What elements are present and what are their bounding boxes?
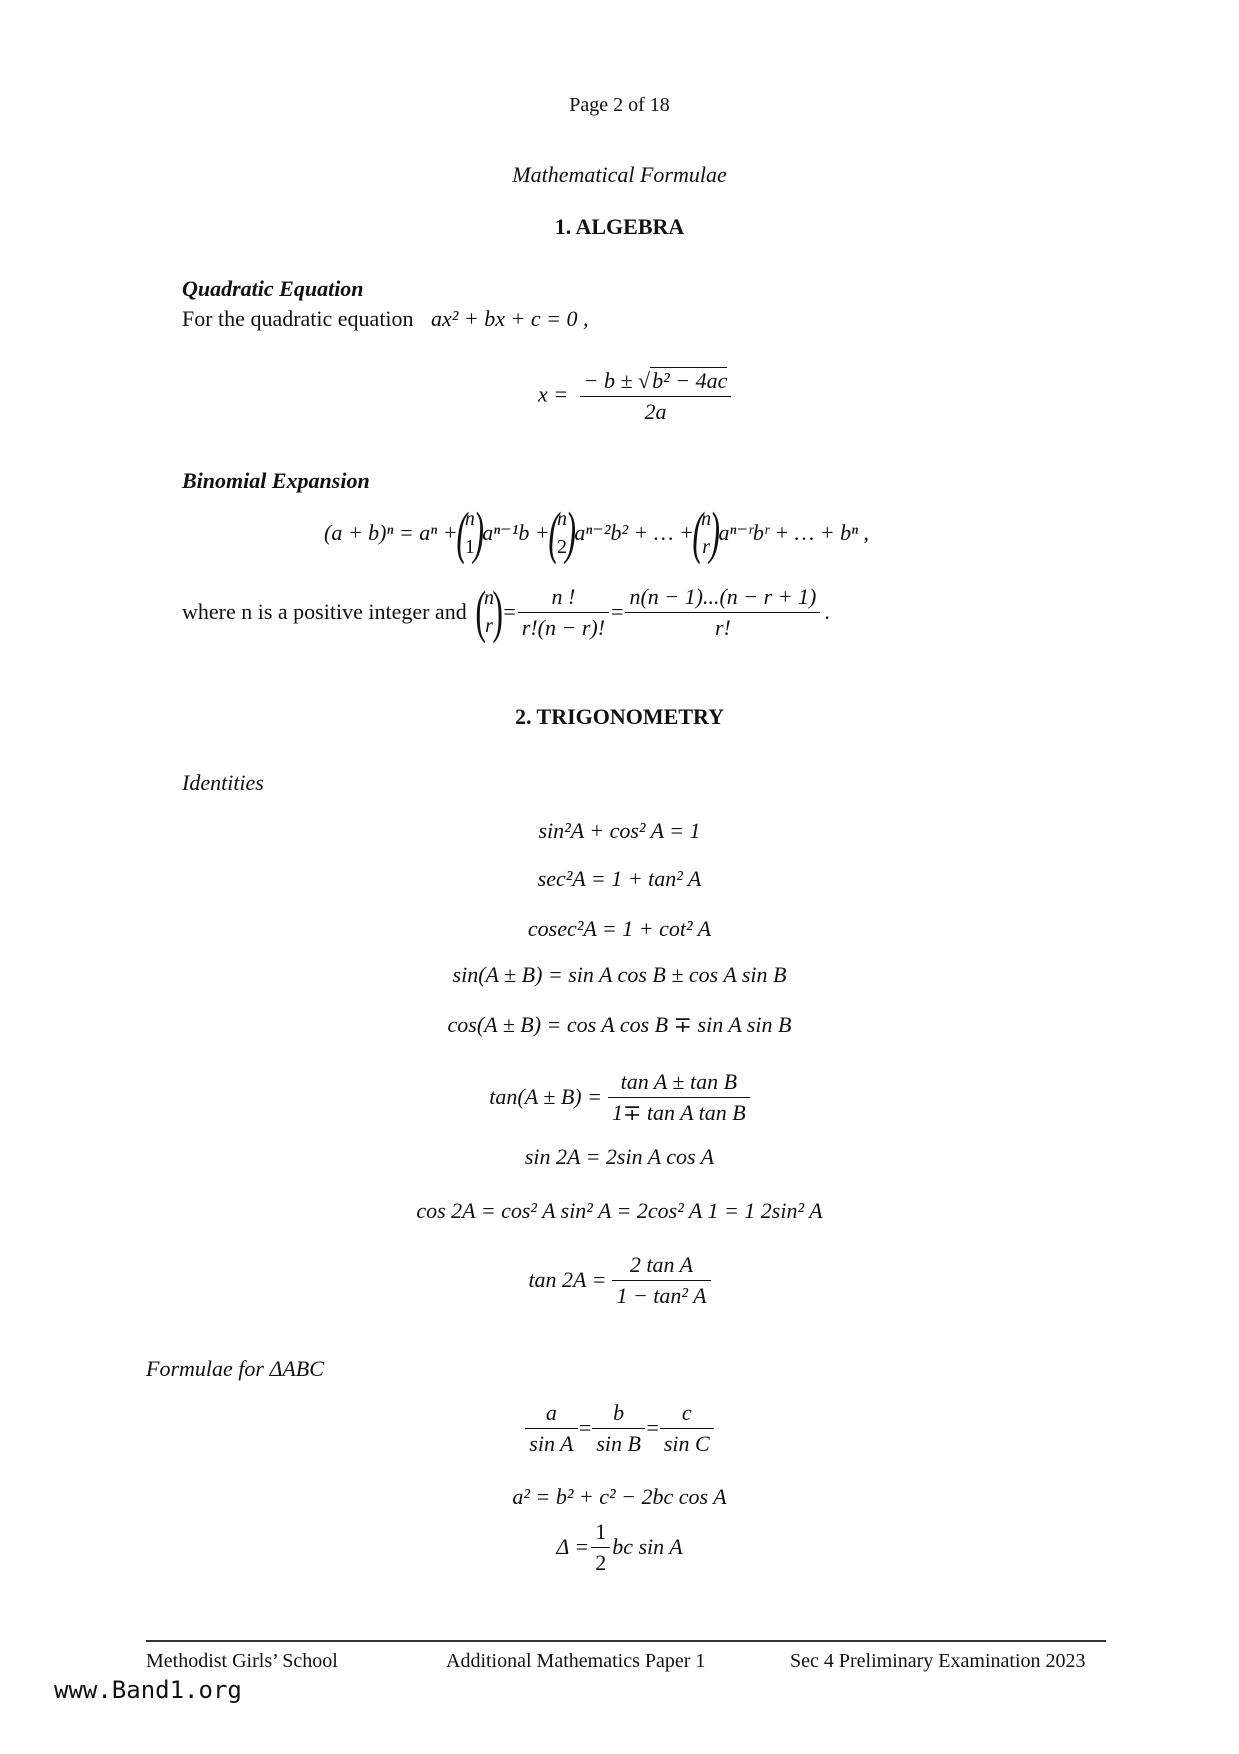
- binomial-def-eq-2: =: [611, 599, 624, 624]
- binomial-where-text: where n is a positive integer and: [182, 599, 467, 624]
- page-number: Page 2 of 18: [569, 94, 670, 116]
- triangle-area: [0, 1514, 1239, 1580]
- footer-divider: [146, 1640, 1106, 1642]
- section-heading-trigonometry: 2. TRIGONOMETRY: [514, 704, 725, 729]
- tan-2a-lhs: tan 2A =: [528, 1267, 607, 1292]
- identity-cos-sum: cos(A ± B) = cos A cos B ∓ sin A sin B: [447, 1012, 792, 1037]
- identity-3: cosec²A = 1 + cot² A: [527, 916, 712, 941]
- binomial-def-end: .: [824, 599, 830, 624]
- identity-2: sec²A = 1 + tan² A: [537, 866, 702, 891]
- binomial-def-frac-1: $\frac{n !}{r!(n - r)!}$: [518, 584, 609, 641]
- binomial-term-1: aⁿ⁻¹b +: [482, 520, 550, 545]
- sine-rule-frac-c: $\frac{c}{\text{sin C}}$: [660, 1400, 714, 1457]
- quadratic-den: 2a: [644, 399, 667, 424]
- identities-heading: Identities: [182, 770, 264, 795]
- identity-sin-2a: sin 2A = 2sin A cos A: [524, 1144, 715, 1169]
- sine-rule-eq-1: =: [577, 1415, 593, 1440]
- binomial-def-eq: =: [503, 599, 516, 624]
- quadratic-solution: [538, 368, 731, 425]
- identity-sin-sum: sin(A ± B) = sin A cos B ± cos A sin B: [452, 962, 787, 987]
- sine-rule-frac-a: $\frac{a}{\text{sin A}}$: [525, 1400, 577, 1457]
- binomial-definition: [182, 574, 830, 650]
- footer-school: Methodist Girls’ School: [146, 1650, 338, 1672]
- quadratic-solution-fraction: $\frac{\text{− b ± √b² − 4ac}}{2a}$: [580, 368, 732, 425]
- triangle-heading: Formulae for ΔABC: [146, 1356, 324, 1381]
- cosine-rule: a² = b² + c² − 2bc cos A: [512, 1484, 727, 1509]
- binomial-expansion: [324, 500, 869, 566]
- binomial-def-coef: ( n r ): [475, 579, 504, 644]
- tan-sum-lhs: tan(A ± B) =: [489, 1084, 602, 1109]
- binomial-coef-1: ( n 1 ): [455, 500, 484, 565]
- watermark-url: www.Band1.org: [54, 1676, 242, 1704]
- tan-2a-fraction: $\frac{\text{2 tan A}}{\text{1 − tan² A}}$: [612, 1252, 710, 1309]
- area-rhs: bc sin A: [612, 1534, 683, 1559]
- binomial-def-frac-2: $\frac{n(n - 1)...(n - r + 1)}{r!}$: [625, 584, 820, 641]
- binomial-lhs: (a + b)ⁿ = aⁿ +: [324, 520, 458, 545]
- footer-paper: Additional Mathematics Paper 1: [446, 1650, 706, 1672]
- sine-rule: [0, 1388, 1239, 1468]
- identity-1: sin²A + cos² A = 1: [538, 818, 701, 843]
- area-half: $\frac{1}{2}$: [591, 1519, 610, 1576]
- quadratic-num-a: − b ±: [583, 368, 633, 393]
- sine-rule-frac-b: $\frac{b}{\text{sin B}}$: [592, 1400, 645, 1457]
- identity-tan-sum: [0, 1062, 1239, 1132]
- identity-cos-2a: cos 2A = cos² A sin² A = 2cos² A 1 = 1 2sin² A: [416, 1198, 823, 1223]
- quadratic-intro: [182, 306, 588, 332]
- binomial-heading: Binomial Expansion: [182, 468, 370, 493]
- page-title: Mathematical Formulae: [512, 162, 727, 187]
- identity-tan-2a: [0, 1244, 1239, 1316]
- binomial-term-r: aⁿ⁻ʳbʳ + … + bⁿ ,: [718, 520, 869, 545]
- footer-exam: Sec 4 Preliminary Examination 2023: [790, 1650, 1086, 1672]
- quadratic-equation: ax² + bx + c = 0 ,: [431, 306, 589, 331]
- binomial-coef-2: ( n 2 ): [548, 500, 576, 565]
- section-heading-algebra: 1. ALGEBRA: [554, 214, 685, 239]
- quadratic-heading: Quadratic Equation: [182, 276, 364, 301]
- quadratic-solution-lhs: x =: [538, 381, 569, 407]
- quadratic-num-root: b² − 4ac: [652, 368, 728, 393]
- tan-sum-fraction: $\frac{\text{tan A ± tan B}}{\text{1∓ tan A tan B}}$: [608, 1069, 750, 1126]
- quadratic-intro-text: For the quadratic equation: [182, 306, 414, 331]
- area-lhs: Δ =: [556, 1534, 590, 1559]
- binomial-coef-r: ( n r ): [692, 500, 721, 565]
- sine-rule-eq-2: =: [644, 1415, 660, 1440]
- binomial-term-2: aⁿ⁻²b² + … +: [574, 520, 694, 545]
